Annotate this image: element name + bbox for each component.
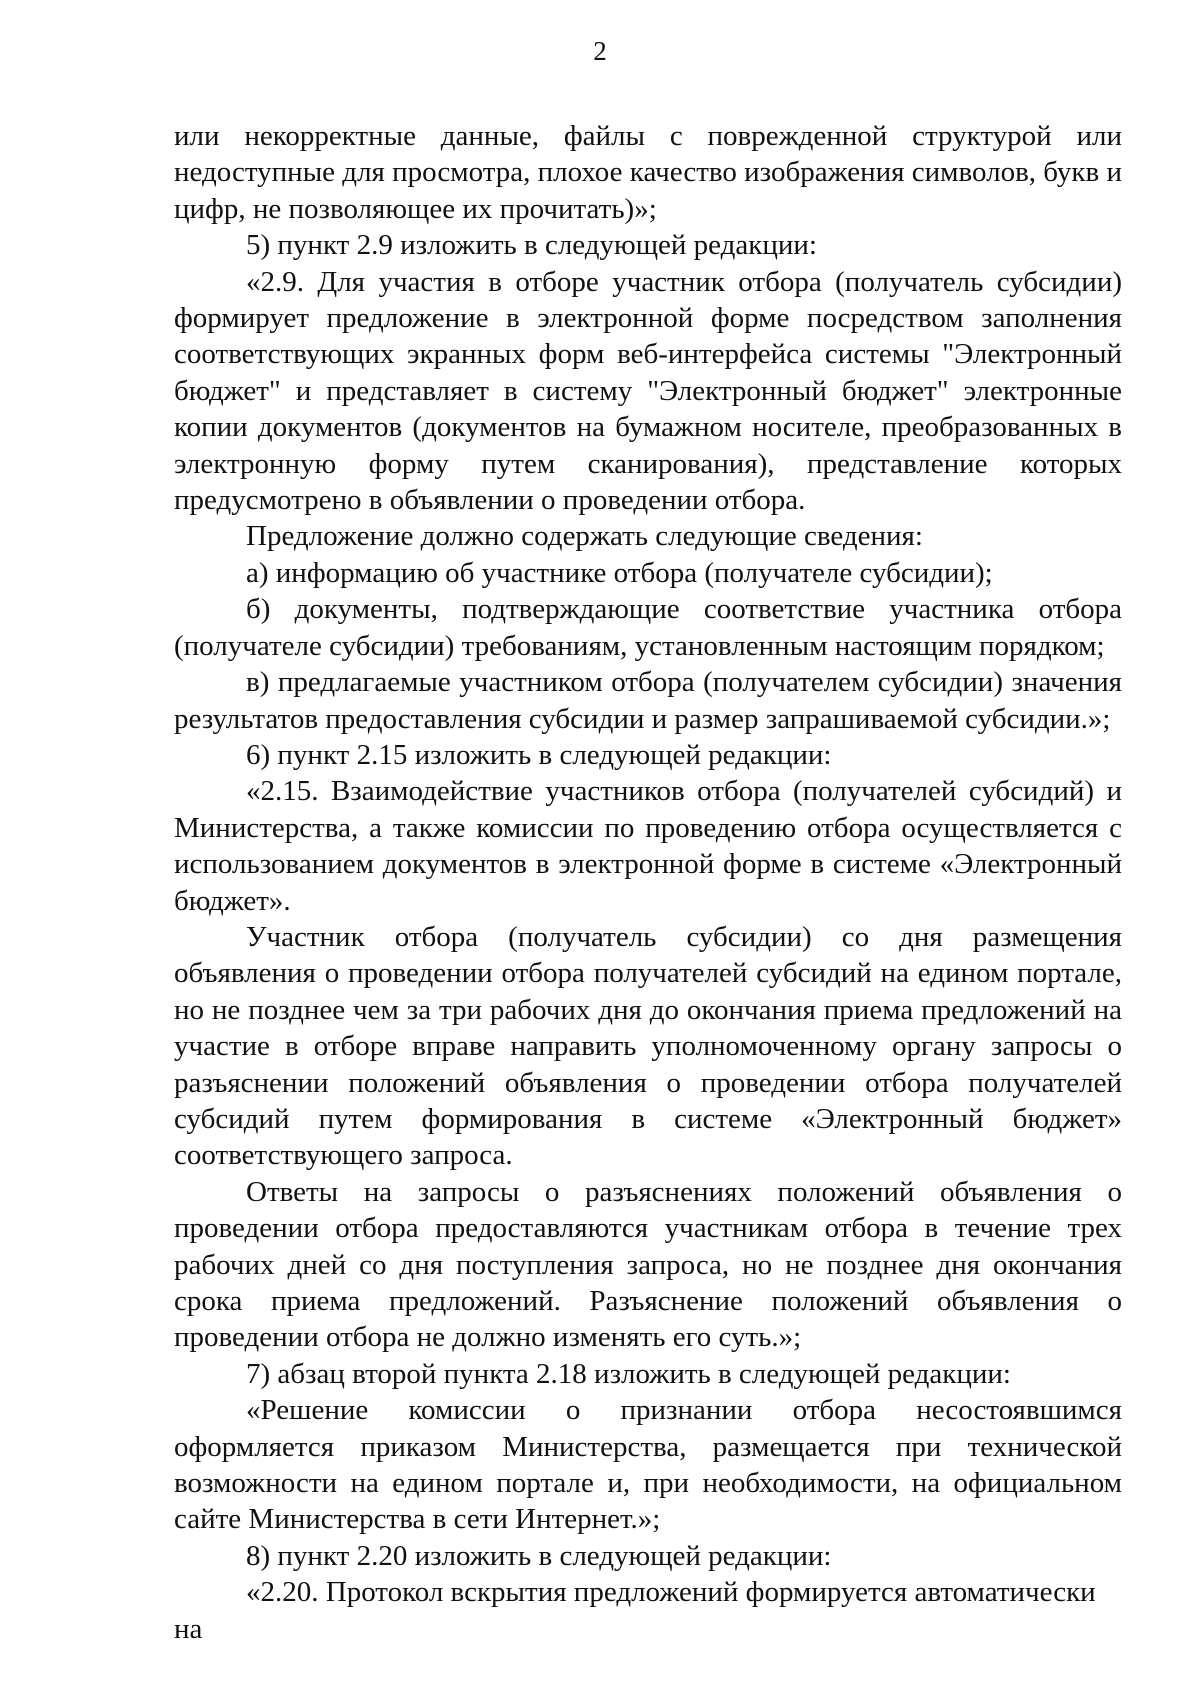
paragraph-clause-2-20: «2.20. Протокол вскрытия предложений формируется автоматически на	[174, 1576, 1096, 1645]
paragraph-answers: Ответы на запросы о разъяснениях положений объявления о проведении отбора предоставляются участникам отбора в течение трех рабочих дней со дня поступления запроса, но не позднее дня окончания срока приема предложений. Разъяснение положений объявления о проведении отбора не должно изменять его суть.»;	[174, 1175, 1122, 1354]
paragraph-item-5: 5) пункт 2.9 изложить в следующей редакции:	[246, 229, 817, 262]
paragraph-item-7: 7) абзац второй пункта 2.18 изложить в следующей редакции:	[246, 1357, 1011, 1390]
paragraph-clause-2-9: «2.9. Для участия в отборе участник отбора (получатель субсидии) формирует предложение в электронной форме посредством заполнения соответствующих экранных форм веб-интерфейса системы "Электронный бюджет" и представляет в систему "Электронный бюджет" электронные копии документов (документов на бумажном носителе, преобразованных в электронную форму путем сканирования), представление которых предусмотрено в объявлении о проведении отбора.	[174, 265, 1122, 517]
paragraph-participant-requests: Участник отбора (получатель субсидии) со дня размещения объявления о проведении отбора получателей субсидий на едином портале, но не позднее чем за три рабочих дня до окончания приема предложений на участие в отборе вправе направить уполномоченному органу запросы о разъяснении положений объявления о проведении отбора получателей субсидий путем формирования в системе «Электронный бюджет» соответствующего запроса.	[174, 920, 1122, 1172]
paragraph-subitem-v: в) предлагаемые участником отбора (получателем субсидии) значения результатов предоставления субсидии и размер запрашиваемой субсидии.»;	[174, 666, 1122, 735]
paragraph-clause-2-15: «2.15. Взаимодействие участников отбора (получателей субсидий) и Министерства, а также комиссии по проведению отбора осуществляется с использованием документов в электронной форме в системе «Электронный бюджет».	[174, 775, 1122, 917]
paragraph-commission-decision: «Решение комиссии о признании отбора несостоявшимся оформляется приказом Министерства, размещается при технической возможности на едином портале и, при необходимости, на официальном сайте Министерства в сети Интернет.»;	[174, 1394, 1122, 1536]
paragraph-continuation: или некорректные данные, файлы с поврежденной структурой или недоступные для просмотра, плохое качество изображения символов, букв и цифр, не позволяющее их прочитать)»;	[174, 120, 1122, 225]
document-body	[174, 118, 1122, 1647]
page-number: 2	[593, 36, 607, 66]
paragraph-subitem-b: б) документы, подтверждающие соответствие участника отбора (получателе субсидии) требованиям, установленным настоящим порядком;	[174, 593, 1122, 662]
paragraph-proposal-requirements: Предложение должно содержать следующие сведения:	[246, 520, 923, 553]
paragraph-item-6: 6) пункт 2.15 изложить в следующей редакции:	[246, 738, 832, 771]
paragraph-subitem-a: а) информацию об участнике отбора (получателе субсидии);	[246, 556, 993, 589]
paragraph-item-8: 8) пункт 2.20 изложить в следующей редакции:	[246, 1539, 832, 1572]
